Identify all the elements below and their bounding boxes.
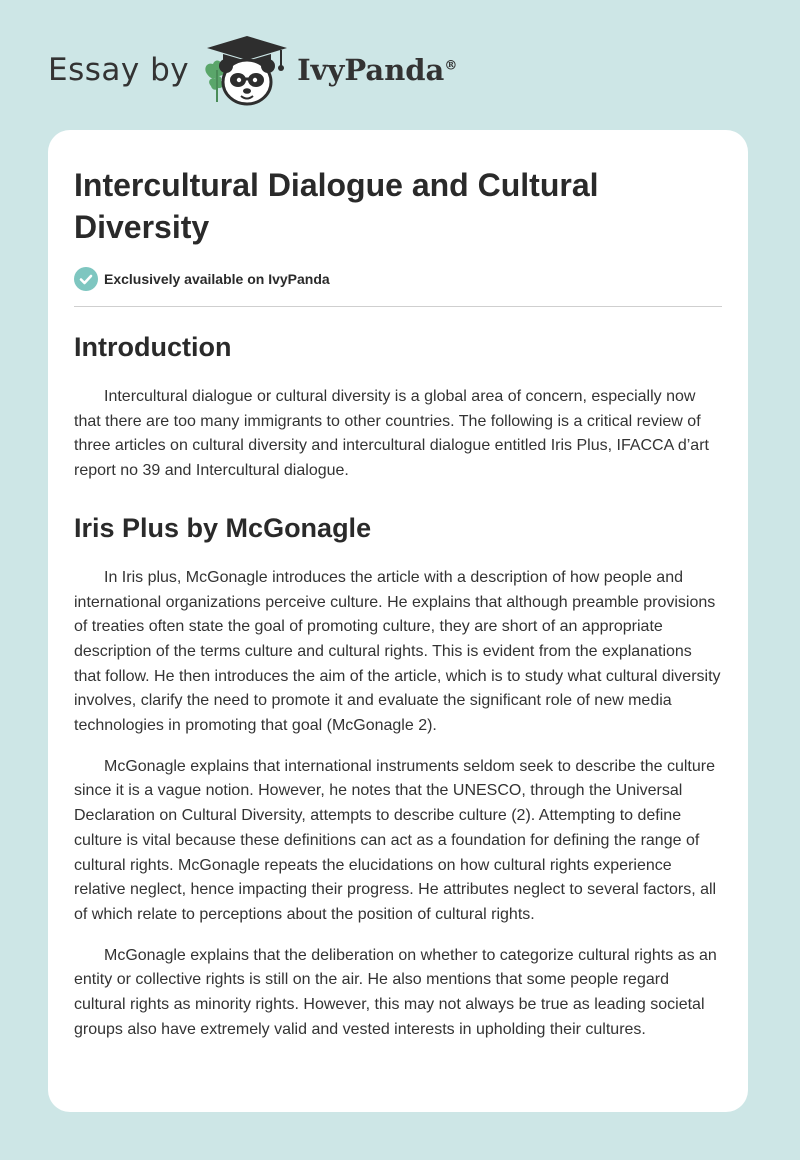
paragraph: In Iris plus, McGonagle introduces the article with a description of how people and international organizations perceive culture. He explains that although preamble provisions of treaties often state the goal of promoting culture, they are short of an appropriate description of the terms culture and cultural rights. This is evident from the explanations that follow. He then introduces the aim of the article, which is to study what cultural diversity involves, clarify the need to promote it and evaluate the significant role of new media technologies in promoting that goal (McGonagle 2). bbox=[74, 568, 721, 735]
essay-by-label: Essay by bbox=[48, 52, 190, 88]
paragraph: McGonagle explains that the deliberation on whether to categorize cultural rights as an entity or collective rights is still on the air. He also mentions that some people regard cultural rights as minority rights. However, this may not always be true as leading societal groups also have extremely valid and vested interests in upholding their cultures. bbox=[74, 946, 717, 1038]
panda-graduation-cap-icon[interactable] bbox=[201, 30, 293, 110]
exclusive-notice bbox=[74, 266, 722, 292]
article-content bbox=[74, 164, 722, 1042]
article-title: Intercultural Dialogue and Cultural Diversity bbox=[74, 167, 599, 245]
paragraph: McGonagle explains that international instruments seldom seek to describe the culture since it is a vague notion. However, he notes that the UNESCO, through the Universal Declaration on Cultural Diversity, attempts to describe culture (2). Attempting to define culture is vital because these definitions can act as a foundation for defining the range of cultural rights. McGonagle repeats the elucidations on how cultural rights experience relative neglect, hence impacting their progress. He attributes neglect to several factors, all of which relate to perceptions about the position of cultural rights. bbox=[74, 757, 717, 923]
title-divider bbox=[74, 306, 722, 307]
brand-name[interactable]: IvyPanda® bbox=[297, 53, 458, 87]
section-heading-iris-plus: Iris Plus by McGonagle bbox=[74, 512, 372, 543]
check-icon bbox=[74, 267, 98, 291]
exclusive-label: Exclusively available on IvyPanda bbox=[104, 271, 330, 287]
paragraph: Intercultural dialogue or cultural diversity is a global area of concern, especially now that there are too many immigrants to other countries. The following is a critical review of three articles on cultural diversity and intercultural dialogue entitled Iris Plus, IFACCA d’art report no 39 and Intercultural dialogue. bbox=[74, 388, 709, 480]
article-card bbox=[48, 130, 748, 1112]
section-heading-introduction: Introduction bbox=[74, 332, 232, 362]
site-header bbox=[48, 30, 457, 110]
